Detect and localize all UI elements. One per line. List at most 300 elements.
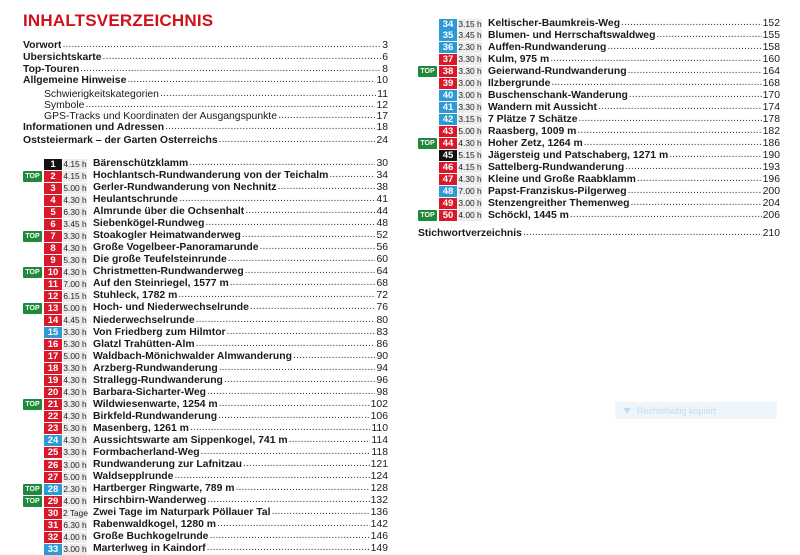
page-number: 128	[370, 483, 388, 495]
toc-entry-title: Die große Teufelsteinrunde	[93, 254, 227, 266]
dot-leader	[250, 302, 376, 314]
tour-duration: 4.45 h	[63, 315, 87, 326]
dot-leader	[205, 218, 375, 230]
tour-entry[interactable]	[23, 170, 388, 182]
tour-entry[interactable]	[418, 186, 780, 198]
tour-entry[interactable]	[23, 339, 388, 351]
dot-leader	[630, 198, 761, 210]
tour-duration: 3.00 h	[458, 198, 482, 209]
tour-entry[interactable]	[23, 495, 388, 507]
tour-entry[interactable]	[23, 230, 388, 242]
tour-duration: 5.30 h	[63, 339, 87, 350]
dot-leader	[201, 447, 371, 459]
dot-leader	[207, 495, 369, 507]
tour-duration: 7.00 h	[458, 186, 482, 197]
toc-entry-title: Heulantschrunde	[93, 194, 178, 206]
page-number: 170	[762, 89, 780, 101]
tour-entry[interactable]	[23, 483, 388, 495]
tour-entry[interactable]	[23, 399, 388, 411]
page-number: 102	[370, 398, 388, 410]
page-number: 24	[376, 135, 388, 146]
tour-number-badge: 43	[439, 126, 457, 137]
tour-number-badge: 34	[439, 19, 457, 30]
dot-leader	[551, 78, 761, 90]
toc-entry[interactable]	[23, 122, 388, 134]
page-number: 158	[762, 41, 780, 53]
tour-number-badge: 50	[439, 210, 457, 221]
tour-entry[interactable]	[23, 387, 388, 399]
toc-entry-title: Stichwortverzeichnis	[418, 228, 522, 239]
toc-entry-title: Marterlweg in Kaindorf	[93, 543, 206, 555]
chevron-down-icon	[623, 408, 631, 414]
tour-duration: 4.30 h	[458, 138, 482, 149]
tour-entry[interactable]	[418, 30, 780, 42]
toc-entry-title: Informationen und Adressen	[23, 122, 165, 133]
tour-entry[interactable]	[23, 254, 388, 266]
tour-duration: 5.15 h	[458, 150, 482, 161]
tour-entry[interactable]	[418, 42, 780, 54]
dot-leader	[628, 186, 762, 198]
tour-entry[interactable]	[23, 278, 388, 290]
page-number: 60	[376, 254, 388, 266]
tour-duration: 3.00 h	[458, 78, 482, 89]
page-number: 152	[762, 18, 780, 29]
tour-number-badge: 23	[44, 423, 62, 434]
tour-entry[interactable]	[23, 218, 388, 230]
tour-duration: 3.00 h	[63, 459, 87, 470]
tour-number-badge: 5	[44, 207, 62, 218]
top-tour-badge: TOP	[23, 267, 42, 278]
page-number: 193	[762, 161, 780, 173]
tour-number-badge: 46	[439, 162, 457, 173]
tour-duration: 7.00 h	[63, 278, 87, 289]
tour-entry[interactable]	[418, 198, 780, 210]
tour-duration: 3.30 h	[63, 363, 87, 374]
tour-number-badge: 36	[439, 42, 457, 53]
tour-duration: 4.30 h	[458, 174, 482, 185]
page-number: 114	[371, 434, 388, 446]
toc-entry-title: Geierwand-Rundwanderung	[488, 65, 627, 77]
toc-entry[interactable]	[23, 75, 388, 87]
page-number: 30	[376, 158, 388, 169]
page-title: INHALTSVERZEICHNIS	[23, 11, 214, 30]
tour-duration: 3.30 h	[63, 230, 87, 241]
tour-number-badge: 14	[44, 315, 62, 326]
tour-duration: 4.30 h	[63, 266, 87, 277]
toc-entry-title: Christmetten-Rundwanderweg	[93, 266, 244, 278]
dot-leader	[260, 242, 376, 254]
tour-entry[interactable]	[418, 18, 780, 30]
tour-number-badge: 4	[44, 195, 62, 206]
tour-duration: 6.30 h	[63, 206, 87, 217]
tour-entry[interactable]	[23, 327, 388, 339]
toc-entry-title: Hoher Zetz, 1264 m	[488, 137, 583, 149]
tour-entry[interactable]	[418, 102, 780, 114]
page-number: 17	[376, 111, 388, 122]
tour-entry[interactable]	[418, 90, 780, 102]
toc-entry-title: Ilzbergrunde	[488, 77, 551, 89]
faded-overlay-text: Rechtshaltig kopiert	[637, 405, 717, 416]
tour-duration: 4.30 h	[63, 194, 87, 205]
tour-number-badge: 16	[44, 339, 62, 350]
toc-entry-title: Blumen- und Herrschaftswaldweg	[488, 29, 656, 41]
toc-entry-title: Rundwanderung zur Lafnitzau	[93, 459, 242, 470]
page-number: 90	[376, 350, 388, 362]
tour-entry[interactable]	[418, 174, 780, 186]
page-number: 132	[370, 495, 388, 507]
toc-entry-title: Sattelberg-Rundwanderung	[488, 161, 625, 173]
tour-number-badge: 20	[44, 387, 62, 398]
tour-duration: 5.00 h	[63, 182, 87, 193]
dot-leader	[219, 363, 376, 375]
dot-leader	[271, 507, 369, 519]
toc-entry-title: Hirschbirn-Wanderweg	[93, 495, 207, 507]
page-number: 121	[370, 459, 388, 470]
tour-number-badge: 11	[44, 279, 62, 290]
tour-number-badge: 22	[44, 411, 62, 422]
dot-leader	[62, 40, 381, 52]
page-number: 106	[370, 410, 388, 422]
page-number: 182	[762, 125, 780, 137]
dot-leader	[103, 52, 382, 64]
dot-leader	[245, 206, 375, 218]
toc-entry-title: Top-Touren	[23, 64, 80, 75]
toc-entry-title: 7 Plätze 7 Schätze	[488, 113, 578, 125]
toc-entry-title: Hartberger Ringwarte, 789 m	[93, 483, 235, 495]
tour-duration: 4.30 h	[63, 435, 87, 446]
dot-leader	[584, 138, 762, 150]
tour-entry[interactable]	[23, 302, 388, 314]
dot-leader	[219, 135, 376, 147]
tour-duration: 3.15 h	[458, 114, 482, 125]
tour-number-badge: 2	[44, 171, 62, 182]
tour-number-badge: 30	[44, 508, 62, 519]
tour-duration: 3.30 h	[63, 327, 87, 338]
toc-entry-title: Schöckl, 1445 m	[488, 209, 569, 221]
tour-duration: 4.30 h	[63, 242, 87, 253]
tour-number-badge: 32	[44, 532, 62, 543]
tour-entry[interactable]	[23, 315, 388, 327]
dot-leader	[577, 126, 761, 138]
tour-number-badge: 41	[439, 102, 457, 113]
tour-entry[interactable]	[23, 543, 388, 555]
page-number: 178	[762, 113, 780, 125]
tour-duration: 3.15 h	[458, 18, 482, 29]
tour-entry[interactable]	[418, 210, 780, 222]
toc-entry-title: Schwierigkeitskategorien	[44, 89, 159, 100]
tour-duration: 4.00 h	[458, 210, 482, 221]
toc-entry-title: Almrunde über die Ochsenhalt	[93, 206, 245, 218]
tour-number-badge: 25	[44, 447, 62, 458]
tour-entry[interactable]	[23, 194, 388, 206]
dot-leader	[207, 387, 375, 399]
tour-duration: 4.30 h	[63, 387, 87, 398]
page-number: 136	[370, 507, 388, 519]
tour-entry[interactable]	[23, 447, 388, 459]
page-number: 83	[376, 326, 388, 338]
toc-entry-index[interactable]	[418, 228, 780, 240]
dot-leader	[329, 170, 375, 182]
page-number: 210	[762, 228, 780, 239]
page-number: 96	[376, 374, 388, 386]
tour-number-badge: 15	[44, 327, 62, 338]
tour-duration: 4.00 h	[63, 531, 87, 542]
page-number: 174	[762, 101, 780, 113]
page-number: 206	[762, 209, 780, 221]
tour-number-badge: 17	[44, 351, 62, 362]
tour-entry[interactable]	[23, 242, 388, 254]
dot-leader	[278, 182, 376, 194]
tour-number-badge: 7	[44, 231, 62, 242]
tour-number-badge: 8	[44, 243, 62, 254]
tour-duration: 6.15 h	[63, 290, 87, 301]
toc-entry-title: Siebenkögel-Rundweg	[93, 218, 205, 230]
tour-duration: 5.00 h	[63, 471, 87, 482]
tour-duration: 2.30 h	[458, 42, 482, 53]
toc-entry-title: Raasberg, 1009 m	[488, 125, 577, 137]
dot-leader	[217, 519, 370, 531]
page-number: 204	[762, 197, 780, 209]
toc-entry-title: Hochlantsch-Rundwanderung von der Teichalm	[93, 170, 329, 182]
dot-leader	[196, 315, 376, 327]
page-number: 168	[762, 77, 780, 89]
tour-duration: 4.15 h	[63, 158, 87, 169]
toc-entry[interactable]	[23, 52, 388, 64]
dot-leader	[230, 278, 376, 290]
page-number: 44	[376, 206, 388, 218]
tour-duration: 2.30 h	[63, 483, 87, 494]
page-number: 48	[376, 218, 388, 230]
dot-leader	[207, 543, 370, 555]
toc-entry-title: Allgemeine Hinweise	[23, 75, 127, 86]
tour-entry[interactable]	[23, 423, 388, 435]
tour-entry[interactable]	[23, 519, 388, 531]
tour-entry[interactable]	[23, 375, 388, 387]
page-number: 72	[376, 290, 388, 302]
page-number: 146	[370, 531, 388, 543]
dot-leader	[179, 194, 376, 206]
tour-entry[interactable]	[418, 114, 780, 126]
dot-leader	[196, 339, 376, 351]
tour-duration: 5.00 h	[458, 126, 482, 137]
toc-entry-title: Barbara-Sicharter-Weg	[93, 386, 206, 398]
page-number: 56	[376, 242, 388, 254]
page-number: 38	[376, 182, 388, 194]
tour-entry[interactable]	[418, 138, 780, 150]
tour-number-badge: 28	[44, 484, 62, 495]
page-number: 110	[371, 422, 388, 434]
top-tour-badge: TOP	[418, 210, 437, 221]
tour-entry[interactable]	[23, 290, 388, 302]
dot-leader	[656, 30, 761, 42]
toc-entry-title: Formbacherland-Weg	[93, 446, 200, 458]
toc-entry-title: Stuhleck, 1782 m	[93, 290, 178, 302]
page-number: 155	[762, 29, 780, 41]
page-number: 76	[376, 302, 388, 314]
tour-entry[interactable]	[23, 182, 388, 194]
tour-entry[interactable]	[23, 351, 388, 363]
dot-leader	[219, 399, 370, 411]
tour-entry[interactable]	[23, 459, 388, 471]
toc-entry-title: Symbole	[44, 100, 85, 111]
page-number: 196	[762, 173, 780, 185]
tour-number-badge: 44	[439, 138, 457, 149]
dot-leader	[228, 254, 376, 266]
tour-entry[interactable]	[418, 54, 780, 66]
tour-duration: 5.30 h	[63, 254, 87, 265]
toc-entry-title: Aussichtswarte am Sippenkogel, 741 m	[93, 434, 288, 446]
page-number: 10	[376, 75, 388, 86]
page-number: 68	[376, 278, 388, 290]
tour-number-badge: 6	[44, 219, 62, 230]
tour-number-badge: 19	[44, 375, 62, 386]
tour-duration: 2 Tage	[63, 507, 88, 518]
toc-entry-title: Arzberg-Rundwanderung	[93, 362, 218, 374]
page-number: 190	[762, 149, 780, 161]
top-tour-badge: TOP	[23, 171, 42, 182]
dot-leader	[629, 90, 762, 102]
toc-entry-title: Gerler-Rundwanderung von Nechnitz	[93, 182, 277, 194]
dot-leader	[242, 230, 376, 242]
tour-duration: 3.00 h	[458, 90, 482, 101]
dot-leader	[227, 327, 376, 339]
tour-duration: 3.30 h	[63, 399, 87, 410]
toc-entry[interactable]	[23, 135, 388, 147]
tour-entry[interactable]	[418, 78, 780, 90]
tour-number-badge: 40	[439, 90, 457, 101]
dot-leader	[165, 122, 375, 134]
toc-entry-title: Glatzl Trahütten-Alm	[93, 338, 195, 350]
tour-number-badge: 21	[44, 399, 62, 410]
toc-entry-title: Rabenwaldkogel, 1280 m	[93, 519, 217, 531]
tour-entry[interactable]	[418, 126, 780, 138]
top-tour-badge: TOP	[23, 496, 42, 507]
dot-leader	[669, 150, 761, 162]
toc-entry-title: Niederwechselrunde	[93, 314, 195, 326]
dot-leader	[607, 42, 761, 54]
tour-duration: 4.00 h	[63, 495, 87, 506]
tour-number-badge: 37	[439, 54, 457, 65]
tour-number-badge: 29	[44, 496, 62, 507]
toc-entry-title: Hoch- und Niederwechselrunde	[93, 302, 249, 314]
tour-number-badge: 35	[439, 30, 457, 41]
toc-entry-title: Papst-Franziskus-Pilgerweg	[488, 185, 627, 197]
page-number: 52	[376, 230, 388, 242]
top-tour-badge: TOP	[23, 231, 42, 242]
toc-entry-title: Wildwiesenwarte, 1254 m	[93, 398, 218, 410]
page-number: 11	[377, 89, 388, 100]
tour-entry[interactable]	[418, 150, 780, 162]
tour-entry[interactable]	[23, 531, 388, 543]
toc-entry-title: Waldsepplrunde	[93, 471, 174, 483]
page-number: 149	[370, 543, 388, 555]
page-number: 160	[762, 53, 780, 65]
dot-leader	[637, 174, 762, 186]
tour-entry[interactable]	[23, 266, 388, 278]
tour-entry[interactable]	[23, 206, 388, 218]
tour-duration: 4.15 h	[458, 162, 482, 173]
toc-entry-title: GPS-Tracks und Koordinaten der Ausgangspunkte	[44, 111, 277, 122]
tour-number-badge: 9	[44, 255, 62, 266]
page-number: 6	[382, 52, 388, 63]
tour-entry[interactable]	[23, 363, 388, 375]
tour-entry[interactable]	[23, 435, 388, 447]
top-tour-badge: TOP	[418, 138, 437, 149]
toc-entry-title: Oststeiermark – der Garten Österreichs	[23, 135, 218, 146]
page-number: 118	[371, 446, 388, 458]
tour-duration: 4.15 h	[63, 170, 87, 181]
tour-number-badge: 27	[44, 472, 62, 483]
tour-duration: 3.30 h	[458, 54, 482, 65]
toc-entry-title: Vorwort	[23, 40, 62, 51]
tour-entry[interactable]	[23, 158, 388, 170]
tour-entry[interactable]	[418, 66, 780, 78]
tour-entry[interactable]	[23, 507, 388, 519]
dot-leader	[598, 102, 762, 114]
tour-duration: 3.45 h	[63, 218, 87, 229]
tour-duration: 5.30 h	[63, 423, 87, 434]
page-number: 142	[370, 519, 388, 531]
tour-number-badge: 24	[44, 435, 62, 446]
tour-number-badge: 1	[44, 159, 62, 170]
tour-number-badge: 39	[439, 78, 457, 89]
toc-entry-title: Kleine und Große Raabklamm	[488, 173, 636, 185]
page-number: 98	[376, 386, 388, 398]
page-number: 41	[376, 194, 388, 206]
dot-leader	[628, 66, 762, 78]
dot-leader	[570, 210, 762, 222]
toc-entry[interactable]	[23, 40, 388, 52]
top-tour-badge: TOP	[23, 399, 42, 410]
tour-number-badge: 48	[439, 186, 457, 197]
tour-number-badge: 31	[44, 520, 62, 531]
tour-number-badge: 18	[44, 363, 62, 374]
tour-duration: 6.30 h	[63, 519, 87, 530]
dot-leader	[218, 411, 370, 423]
tour-duration: 4.30 h	[63, 375, 87, 386]
top-tour-badge: TOP	[23, 303, 42, 314]
tour-entry[interactable]	[23, 471, 388, 483]
dot-leader	[178, 290, 375, 302]
dot-leader	[245, 266, 376, 278]
page-number: 12	[376, 100, 388, 111]
toc-entry-title: Stoakogler Heimatwanderweg	[93, 230, 241, 242]
tour-duration: 3.00 h	[63, 543, 87, 554]
page-number: 64	[376, 266, 388, 278]
toc-entry-title: Zwei Tage im Naturpark Pöllauer Tal	[93, 507, 271, 519]
toc-entry-title: Große Vogelbeer-Panoramarunde	[93, 242, 259, 254]
toc-entry-title: Jägersteig und Patschaberg, 1271 m	[488, 149, 669, 161]
dot-leader	[523, 228, 762, 240]
page-number: 34	[376, 170, 388, 182]
page-number: 3	[382, 40, 388, 51]
toc-entry-title: Waldbach-Mönichwalder Almwanderung	[93, 350, 292, 362]
tour-entry[interactable]	[23, 411, 388, 423]
toc-entry-title: Auf den Steinriegel, 1577 m	[93, 278, 229, 290]
tour-entry[interactable]	[418, 162, 780, 174]
tour-duration: 3.30 h	[63, 447, 87, 458]
dot-leader	[625, 162, 761, 174]
toc-entry-title: Übersichtskarte	[23, 52, 102, 63]
page-number: 8	[382, 64, 388, 75]
toc-entry-title: Buschenschank-Wanderung	[488, 89, 628, 101]
toc-entry-title: Wandern mit Aussicht	[488, 101, 597, 113]
tour-number-badge: 47	[439, 174, 457, 185]
dot-leader	[190, 423, 371, 435]
dot-leader	[235, 483, 369, 495]
tour-duration: 5.00 h	[63, 302, 87, 313]
toc-entry-title: Bärenschützklamm	[93, 158, 189, 169]
